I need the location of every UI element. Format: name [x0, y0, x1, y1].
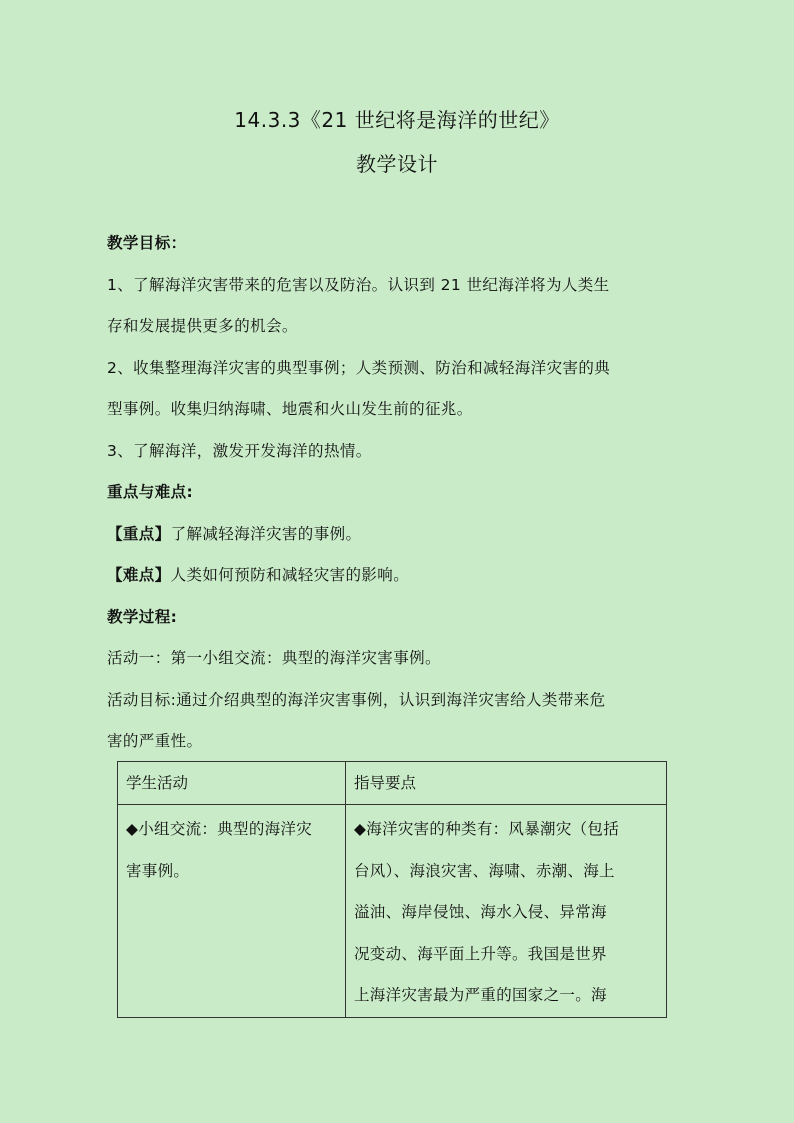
student-activity-cell [118, 805, 346, 1018]
table-header-guide: 指导要点 [346, 762, 667, 805]
guide-line: ◆海洋灾害的种类有：风暴潮灾（包括 [354, 820, 620, 838]
key-point [107, 519, 697, 561]
activity-goal-line-1: 活动目标:通过介绍典型的海洋灾害事例，认识到海洋灾害给人类带来危 [107, 690, 606, 709]
activity-1: 活动一：第一小组交流：典型的海洋灾害事例。 [107, 649, 441, 667]
document-title: 14.3.3《21 世纪将是海洋的世纪》 [234, 108, 560, 132]
key-points-heading: 重点与难点: [107, 483, 194, 501]
difficulty-point [107, 560, 697, 602]
objectives-heading: 教学目标： [107, 234, 187, 252]
objective-3: 3、了解海洋，激发开发海洋的热情。 [107, 441, 372, 460]
difficulty-text: 人类如何预防和减轻灾害的影响。 [170, 566, 410, 584]
key-point-text: 了解减轻海洋灾害的事例。 [170, 524, 362, 543]
guide-line: 台风）、海浪灾害、海啸、赤潮、海上 [354, 861, 615, 880]
student-line: ◆小组交流：典型的海洋灾 [126, 820, 313, 838]
table-header-student: 学生活动 [118, 762, 346, 805]
table-header-row [118, 762, 667, 805]
document-subtitle: 教学设计 [356, 152, 438, 176]
guide-points-cell [346, 805, 667, 1018]
objective-2-line-1: 2、收集整理海洋灾害的典型事例；人类预测、防治和减轻海洋灾害的典 [107, 358, 611, 377]
guide-line: 溢油、海岸侵蚀、海水入侵、异常海 [354, 903, 607, 921]
student-line: 害事例。 [126, 861, 190, 880]
objective-2-line-2: 型事例。收集归纳海啸、地震和火山发生前的征兆。 [107, 400, 473, 418]
process-heading: 教学过程: [107, 607, 178, 626]
activity-table [117, 761, 667, 1012]
activity-goal-line-2: 害的严重性。 [107, 732, 203, 750]
document-body [107, 228, 697, 768]
guide-line: 上海洋灾害最为严重的国家之一。海 [354, 986, 607, 1004]
table-row [118, 805, 667, 1018]
objective-1-line-1: 1、了解海洋灾害带来的危害以及防治。认识到 21 世纪海洋将为人类生 [107, 275, 610, 294]
key-point-label: 【重点】 [107, 524, 171, 543]
guide-line: 况变动、海平面上升等。我国是世界 [354, 944, 607, 963]
difficulty-label: 【难点】 [107, 566, 171, 584]
objective-1-line-2: 存和发展提供更多的机会。 [107, 317, 298, 335]
